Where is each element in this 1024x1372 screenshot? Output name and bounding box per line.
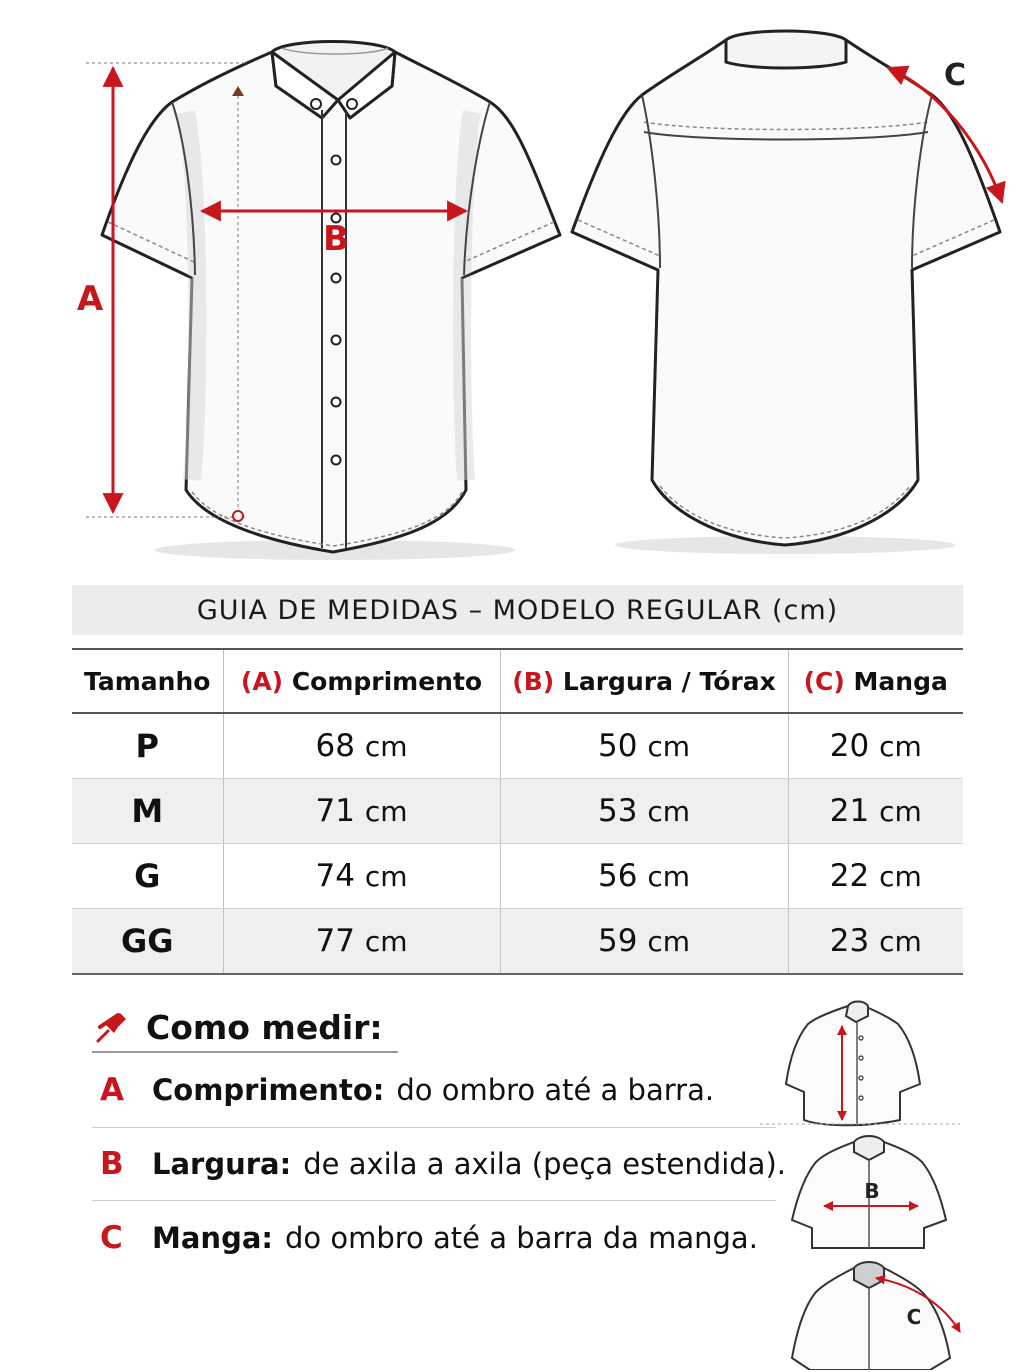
- label-c: C: [943, 58, 967, 93]
- sleeve-value: 22: [829, 858, 870, 894]
- item-label: Comprimento:: [152, 1073, 385, 1107]
- header-size: Tamanho: [72, 649, 223, 713]
- how-to-item-c: [100, 1206, 758, 1270]
- shirt-front-illustration: [0, 0, 580, 570]
- size-cell: M: [72, 779, 223, 844]
- sleeve-cell: [788, 844, 963, 909]
- sleeve-cell: [788, 909, 963, 975]
- header-length-code: (A): [240, 666, 284, 696]
- item-letter: C: [100, 1220, 123, 1256]
- item-label: Manga:: [152, 1221, 273, 1255]
- size-cell: P: [72, 713, 223, 779]
- mini-label-b: B: [864, 1179, 880, 1203]
- header-length-label: Comprimento: [291, 666, 483, 696]
- unit: cm: [647, 795, 690, 828]
- unit: cm: [879, 730, 922, 763]
- length-value: 71: [315, 793, 355, 829]
- header-sleeve: [788, 649, 963, 713]
- table-header-row: [72, 649, 963, 713]
- width-cell: [500, 909, 788, 975]
- sleeve-value: 20: [829, 728, 870, 764]
- length-cell: [223, 713, 500, 779]
- label-b: B: [323, 219, 349, 259]
- item-text: do ombro até a barra.: [396, 1073, 715, 1107]
- divider: [92, 1127, 776, 1128]
- sleeve-value: 23: [829, 923, 870, 959]
- shirt-back-illustration: [560, 20, 1024, 560]
- unit: cm: [364, 925, 408, 958]
- length-cell: [223, 779, 500, 844]
- size-table: [72, 648, 963, 975]
- width-cell: [500, 779, 788, 844]
- unit: cm: [879, 860, 922, 893]
- how-to-heading: [92, 1002, 383, 1052]
- width-cell: [500, 713, 788, 779]
- item-letter: A: [100, 1072, 124, 1108]
- size-cell: GG: [72, 909, 223, 975]
- item-label: Largura:: [152, 1147, 292, 1181]
- mini-shirt-sleeve: [780, 1258, 970, 1370]
- heading-underline: [92, 1051, 398, 1053]
- sleeve-cell: [788, 713, 963, 779]
- width-value: 59: [598, 923, 638, 959]
- pushpin-icon: [92, 1009, 132, 1045]
- table-row: [72, 909, 963, 975]
- item-letter: B: [100, 1146, 124, 1182]
- length-cell: [223, 844, 500, 909]
- mini-shirt-width: [780, 1132, 960, 1250]
- mini-label-c: C: [906, 1305, 922, 1329]
- header-width: [500, 649, 788, 713]
- width-value: 56: [598, 858, 638, 894]
- width-value: 50: [598, 728, 638, 764]
- length-value: 74: [315, 858, 355, 894]
- table-row: [72, 779, 963, 844]
- item-text: de axila a axila (peça estendida).: [303, 1147, 786, 1181]
- unit: cm: [879, 925, 922, 958]
- length-value: 68: [315, 728, 355, 764]
- header-sleeve-label: Manga: [853, 666, 948, 696]
- unit: cm: [647, 860, 690, 893]
- width-value: 53: [598, 793, 638, 829]
- guide-title: GUIA DE MEDIDAS – MODELO REGULAR (cm): [72, 585, 963, 635]
- divider: [92, 1200, 776, 1201]
- label-a: A: [76, 279, 104, 319]
- header-width-label: Largura / Tórax: [562, 666, 776, 696]
- how-to-item-a: [100, 1058, 714, 1122]
- sleeve-value: 21: [829, 793, 870, 829]
- table-row: [72, 844, 963, 909]
- unit: cm: [879, 795, 922, 828]
- unit: cm: [647, 925, 690, 958]
- table-row: [72, 713, 963, 779]
- how-to-title: Como medir:: [146, 1007, 383, 1047]
- unit: cm: [364, 730, 408, 763]
- header-sleeve-code: (C): [803, 666, 845, 696]
- how-to-item-b: [100, 1132, 786, 1196]
- size-cell: G: [72, 844, 223, 909]
- length-value: 77: [315, 923, 355, 959]
- width-cell: [500, 844, 788, 909]
- header-width-code: (B): [512, 666, 555, 696]
- unit: cm: [364, 860, 408, 893]
- sleeve-cell: [788, 779, 963, 844]
- unit: cm: [647, 730, 690, 763]
- unit: cm: [364, 795, 408, 828]
- length-cell: [223, 909, 500, 975]
- item-text: do ombro até a barra da manga.: [285, 1221, 758, 1255]
- mini-shirt-length: [760, 996, 960, 1130]
- header-length: [223, 649, 500, 713]
